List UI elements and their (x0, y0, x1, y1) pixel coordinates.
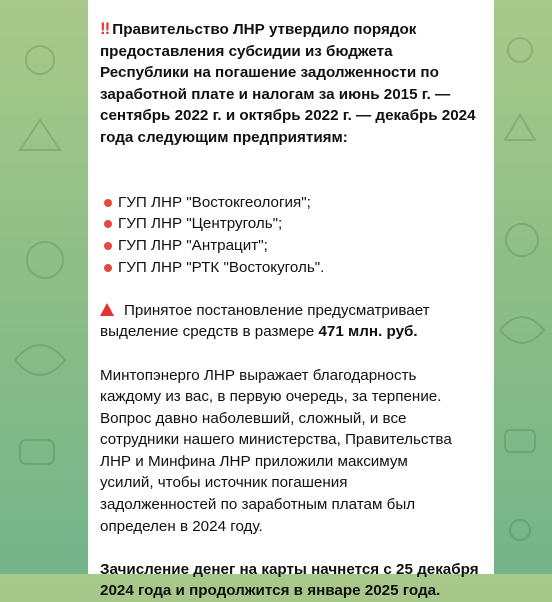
red-dot-icon (104, 199, 112, 207)
allocation-paragraph: Принятое постановление предусматривает выделение средств в размере 471 млн. руб. (100, 301, 430, 341)
list-item: ГУП ЛНР "РТК "Востокуголь". (100, 257, 482, 279)
title-line: Республики на погашение задолженности по (100, 64, 439, 82)
post-title (100, 18, 482, 149)
list-item: ГУП ЛНР "Антрацит"; (100, 235, 482, 257)
gratitude-paragraph: Минтопэнерго ЛНР выражает благодарность каждому из вас, в первую очередь, за терпение. Вопрос давно наболевший, сложный, и все сотрудники нашего министерства, Правительства ЛНР и Минфина ЛНР приложили максимум усилий, чтобы источник погашения задолженностей по заработным платам был определен в 2024 году. (100, 366, 452, 535)
red-triangle-icon (100, 303, 114, 316)
list-item: ГУП ЛНР "Центруголь"; (100, 213, 482, 235)
title-line: заработной плате и налогам за июнь 2015 г. — (100, 85, 451, 103)
red-dot-icon (104, 220, 112, 228)
title-line: сентябрь 2022 г. и октябрь 2022 г. — декабрь 2024 (100, 107, 476, 125)
payment-paragraph: Зачисление денег на карты начнется с 25 декабря 2024 года и продолжится в январе 2025 года. (100, 560, 479, 600)
double-exclamation-icon: ‼ (100, 19, 111, 38)
red-dot-icon (104, 264, 112, 272)
title-line: Правительство ЛНР утвердило порядок (112, 21, 417, 38)
subsidy-amount: 471 млн. руб. (318, 323, 418, 341)
list-item: ГУП ЛНР "Востокгеология"; (100, 192, 482, 214)
title-line: года следующим предприятиям: (100, 128, 348, 146)
red-dot-icon (104, 242, 112, 250)
message-bubble (88, 0, 494, 600)
title-line: предоставления субсидии из бюджета (100, 42, 393, 60)
enterprise-list (100, 192, 482, 278)
